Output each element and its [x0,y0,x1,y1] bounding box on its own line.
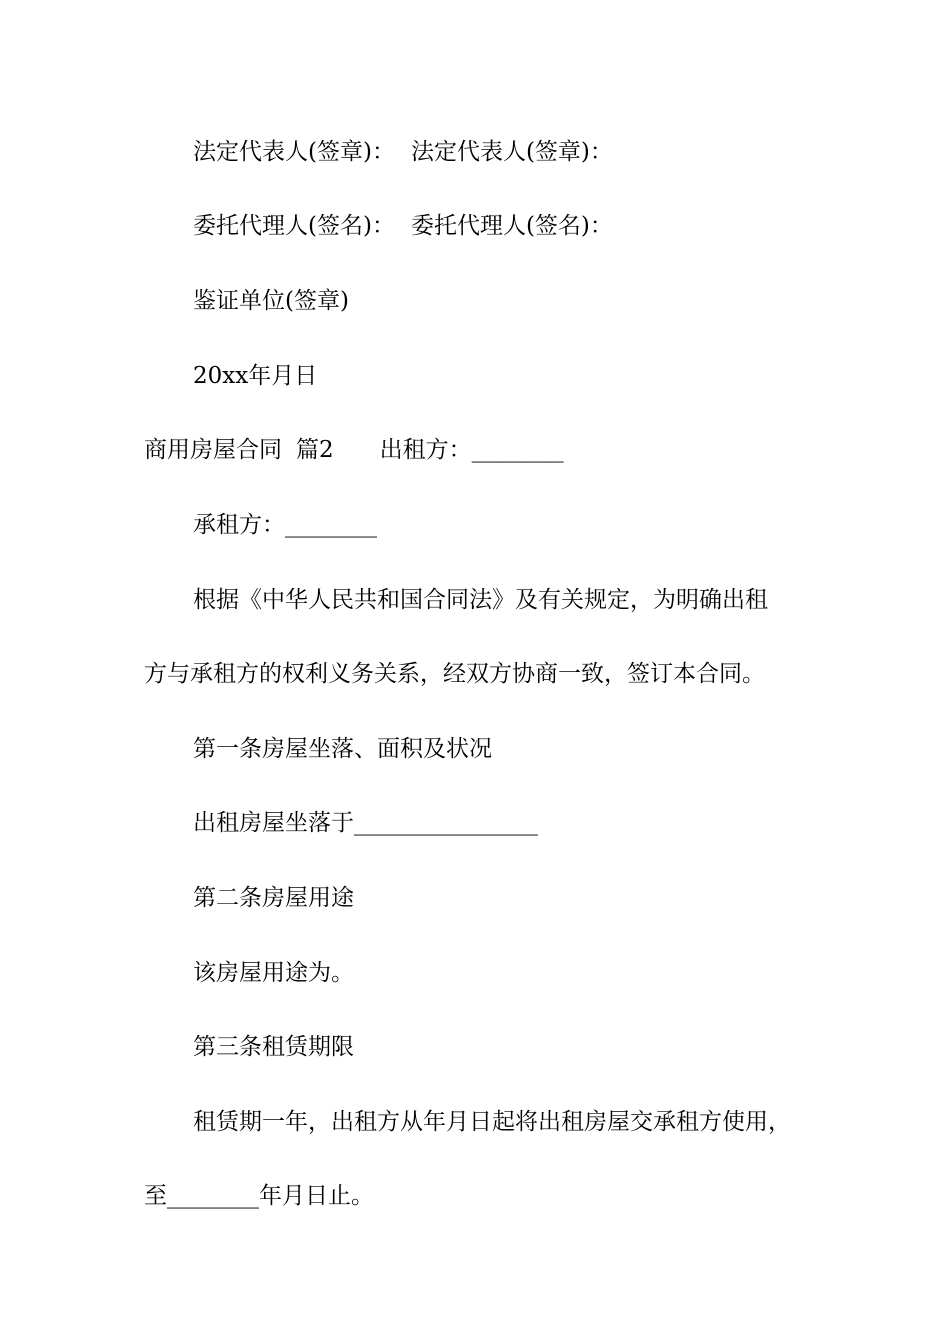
article-1-heading: 第一条房屋坐落、面积及状况 [193,736,492,762]
lessor-field: 出租方：________ [379,437,564,463]
party-b-legal-rep-label: 法定代表人(签章)： [410,139,613,165]
lease-term-line-1: 租赁期一年，出租方从年月日起将出租房屋交承租方使用， [193,1109,791,1135]
property-location-field: 出租房屋坐落于________________ [193,810,538,836]
lease-term-line-2: 至________年月日止。 [144,1183,374,1209]
date-line: 20xx年月日 [193,363,318,389]
verification-unit-label: 鉴证单位(签章) [193,288,349,314]
party-b-agent-label: 委托代理人(签名)： [410,213,613,239]
property-use-line: 该房屋用途为。 [193,960,354,986]
article-2-heading: 第二条房屋用途 [193,885,354,911]
article-3-heading: 第三条租赁期限 [193,1034,354,1060]
party-a-agent-label: 委托代理人(签名)： [193,213,395,239]
party-a-legal-rep-label: 法定代表人(签章)： [193,139,395,165]
contract-part-number: 篇2 [296,437,334,463]
preamble-line-2: 方与承租方的权利义务关系，经双方协商一致，签订本合同。 [144,661,765,687]
signature-row-legal-rep [193,137,613,167]
preamble-line-1: 根据《中华人民共和国合同法》及有关规定，为明确出租 [193,587,768,613]
lessee-field: 承租方：________ [193,512,377,538]
signature-row-agent [193,211,613,241]
contract-heading-row [144,435,564,465]
contract-title: 商用房屋合同 [144,437,282,463]
